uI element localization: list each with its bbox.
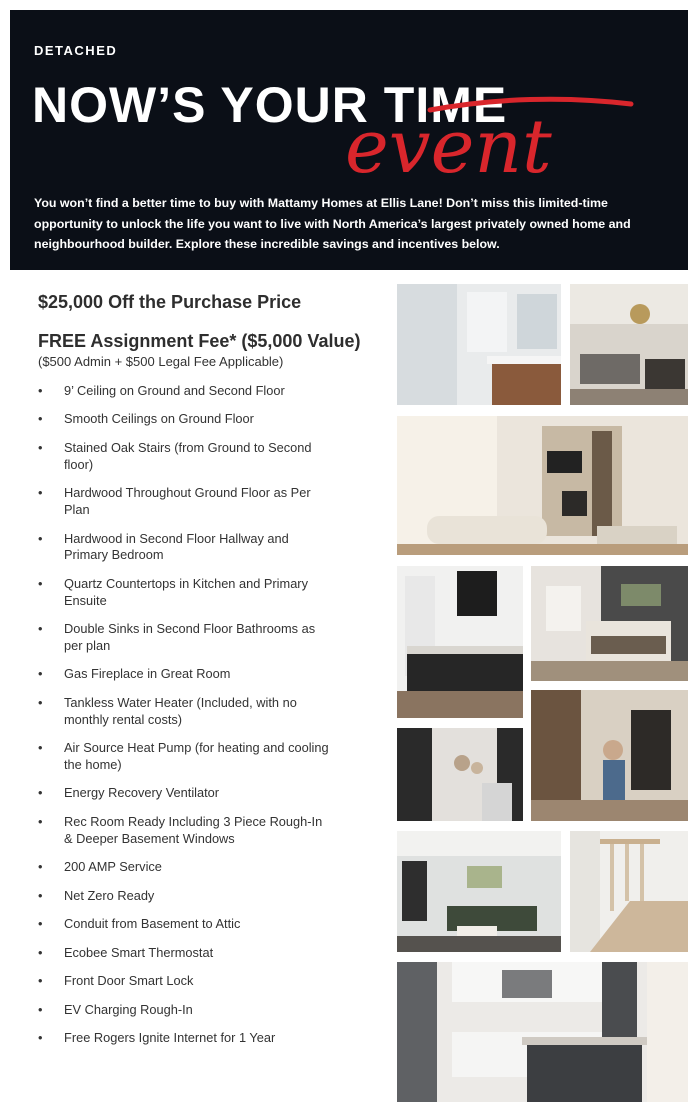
entry-family-photo bbox=[531, 690, 688, 821]
bullet-icon: • bbox=[38, 1001, 43, 1017]
feature-list-item bbox=[38, 621, 329, 655]
feature-list-item bbox=[38, 973, 329, 990]
kitchen-dark-photo bbox=[397, 566, 523, 718]
feature-text: 200 AMP Service bbox=[64, 859, 162, 875]
feature-text: Energy Recovery Ventilator bbox=[64, 785, 220, 801]
laundry-photo bbox=[397, 728, 523, 821]
event-script-word bbox=[335, 90, 635, 185]
bullet-icon: • bbox=[38, 944, 43, 960]
eyebrow-label: DETACHED bbox=[34, 43, 118, 58]
feature-list-item bbox=[38, 383, 329, 400]
bullet-icon: • bbox=[38, 916, 43, 932]
feature-list bbox=[38, 383, 368, 1047]
feature-list-item bbox=[38, 531, 329, 565]
feature-list-item bbox=[38, 411, 329, 428]
bullet-icon: • bbox=[38, 383, 43, 398]
bullet-icon: • bbox=[38, 621, 43, 637]
feature-text: Free Rogers Ignite Internet for 1 Year bbox=[64, 1030, 276, 1046]
bullet-icon: • bbox=[38, 575, 43, 591]
feature-list-item bbox=[38, 785, 329, 802]
hero-banner bbox=[10, 10, 688, 270]
bullet-icon: • bbox=[38, 813, 43, 829]
feature-text: Hardwood Throughout Ground Floor as Per Plan bbox=[64, 485, 311, 518]
feature-text: EV Charging Rough-In bbox=[64, 1001, 193, 1017]
feature-list-item bbox=[38, 888, 329, 905]
bedroom-photo bbox=[531, 566, 688, 681]
bullet-icon: • bbox=[38, 439, 43, 455]
kitchen-photo bbox=[397, 962, 688, 1102]
feature-list-item bbox=[38, 576, 329, 610]
feature-list-item bbox=[38, 945, 329, 962]
feature-list-item bbox=[38, 740, 329, 774]
feature-text: Air Source Heat Pump (for heating and cooling the home) bbox=[64, 740, 329, 772]
bullet-icon: • bbox=[38, 666, 43, 682]
bullet-icon: • bbox=[38, 411, 43, 427]
feature-list-item bbox=[38, 666, 329, 683]
bullet-icon: • bbox=[38, 740, 43, 756]
feature-text: Quartz Countertops in Kitchen and Primary Ensuite bbox=[64, 575, 308, 608]
feature-list-item bbox=[38, 859, 329, 876]
feature-text: Hardwood in Second Floor Hallway and Primary Bedroom bbox=[64, 530, 289, 563]
bullet-icon: • bbox=[38, 1030, 43, 1046]
page-title: NOW’S YOUR TIME bbox=[32, 77, 508, 133]
great-room-photo bbox=[397, 416, 688, 555]
feature-list-item bbox=[38, 1030, 329, 1047]
feature-text: Rec Room Ready Including 3 Piece Rough-In & Deeper Basement Windows bbox=[64, 813, 323, 846]
feature-list-item bbox=[38, 485, 329, 519]
price-offer-heading: $25,000 Off the Purchase Price bbox=[38, 292, 302, 312]
feature-list-item bbox=[38, 1002, 329, 1019]
feature-text: Front Door Smart Lock bbox=[64, 973, 194, 989]
bullet-icon: • bbox=[38, 694, 43, 710]
staircase-photo bbox=[570, 831, 688, 952]
bathroom-photo bbox=[397, 284, 561, 405]
feature-text: Conduit from Basement to Attic bbox=[64, 916, 241, 932]
feature-list-item bbox=[38, 814, 329, 848]
feature-text: Ecobee Smart Thermostat bbox=[64, 944, 214, 960]
feature-text: Tankless Water Heater (Included, with no monthly rental costs) bbox=[64, 694, 297, 727]
bullet-icon: • bbox=[38, 485, 43, 501]
assignment-fee-heading: FREE Assignment Fee* ($5,000 Value) bbox=[38, 331, 361, 351]
feature-list-item bbox=[38, 695, 329, 729]
bullet-icon: • bbox=[38, 859, 43, 875]
living-area-photo bbox=[570, 284, 688, 405]
incentives-column bbox=[38, 290, 368, 1059]
bullet-icon: • bbox=[38, 785, 43, 801]
feature-list-item bbox=[38, 916, 329, 933]
feature-text: Stained Oak Stairs (from Ground to Second floor) bbox=[64, 439, 312, 472]
assignment-fee-note: ($500 Admin + $500 Legal Fee Applicable) bbox=[38, 354, 284, 369]
script-word-text: event bbox=[345, 104, 552, 185]
bullet-icon: • bbox=[38, 530, 43, 546]
feature-text: Net Zero Ready bbox=[64, 887, 155, 903]
family-room-photo bbox=[397, 831, 561, 952]
feature-text: Gas Fireplace in Great Room bbox=[64, 666, 231, 682]
feature-list-item bbox=[38, 440, 329, 474]
bullet-icon: • bbox=[38, 887, 43, 903]
feature-text: 9’ Ceiling on Ground and Second Floor bbox=[64, 383, 285, 398]
feature-text: Smooth Ceilings on Ground Floor bbox=[64, 411, 254, 427]
feature-text: Double Sinks in Second Floor Bathrooms as per plan bbox=[64, 621, 316, 653]
intro-paragraph: You won’t find a better time to buy with Mattamy Homes at Ellis Lane! Don’t miss this limited-time opportunity to unlock the life you want to live with North America’s largest privately owned home and neighbourhood builder. Explore these incredible savings and incentives below. bbox=[34, 196, 631, 251]
bullet-icon: • bbox=[38, 973, 43, 989]
